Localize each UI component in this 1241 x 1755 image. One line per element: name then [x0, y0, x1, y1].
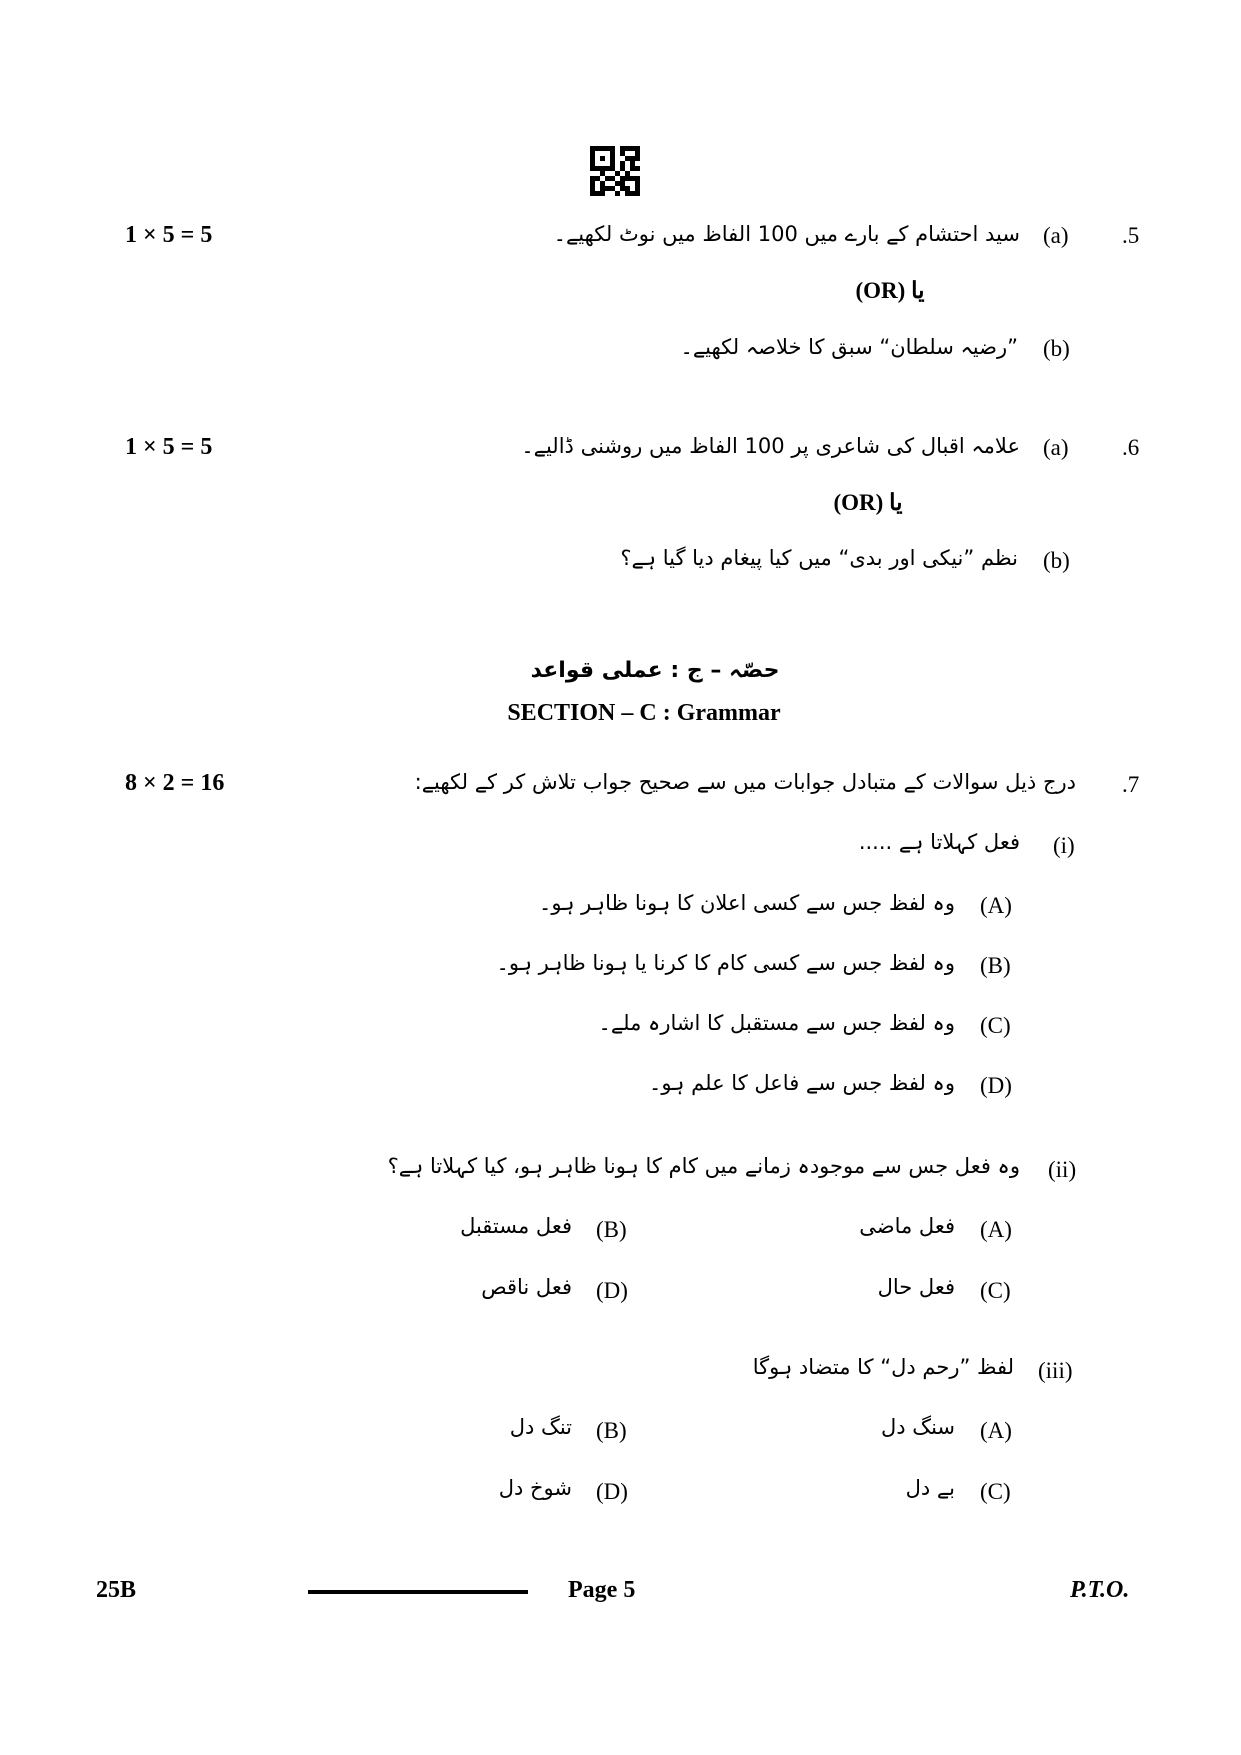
q7-i-option-c-label: (C) [980, 1013, 1011, 1038]
q7-ii-option-c-text: فعل حال [877, 1275, 955, 1299]
q7-ii-text: وہ فعل جس سے موجودہ زمانے میں کام کا ہونا ظاہر ہو، کیا کہلاتا ہے؟ [387, 1154, 1020, 1178]
q6-b-text: نظم ”نیکی اور بدی“ میں کیا پیغام دیا گیا ہے؟ [620, 546, 1018, 570]
q7-i-option-a-label: (A) [980, 893, 1012, 918]
q7-instruction: درج ذیل سوالات کے متبادل جوابات میں سے صحیح جواب تلاش کر کے لکھیے: [414, 770, 1076, 794]
q7-ii-option-a-label: (A) [980, 1217, 1012, 1242]
q7-ii-option-b-label: (B) [596, 1217, 627, 1242]
q5-or: یا (OR) [855, 278, 925, 303]
q7-iii-option-d-label: (D) [596, 1479, 628, 1504]
q7-i-option-a-text: وہ لفظ جس سے کسی اعلان کا ہونا ظاہر ہو۔ [539, 891, 955, 915]
q6-or: یا (OR) [833, 490, 903, 515]
q7-iii-option-b-text: تنگ دل [509, 1415, 572, 1439]
q7-i-label: (i) [1053, 833, 1075, 858]
q7-i-option-b-label: (B) [980, 953, 1011, 978]
section-urdu-title: حصّہ – ج : عملی قواعد [530, 658, 780, 683]
q6-a-text: علامہ اقبال کی شاعری پر 100 الفاظ میں روشنی ڈالیے۔ [521, 434, 1020, 458]
q5-marks: 1 × 5 = 5 [125, 222, 213, 248]
q7-i-text: فعل کہلاتا ہے ..... [858, 830, 1020, 854]
section-english-title: SECTION – C : Grammar [507, 700, 781, 726]
q7-ii-label: (ii) [1048, 1157, 1077, 1182]
q7-ii-option-d-label: (D) [596, 1278, 628, 1303]
q6-a-label: (a) [1043, 435, 1069, 460]
q7-iii-option-a-text: سنگ دل [880, 1415, 955, 1439]
q6-marks: 1 × 5 = 5 [125, 434, 213, 460]
q7-iii-text: لفظ ”رحم دل“ کا متضاد ہوگا [752, 1355, 1014, 1379]
q7-ii-option-d-text: فعل ناقص [481, 1275, 572, 1299]
q5-a-label: (a) [1043, 223, 1069, 248]
q7-ii-option-c-label: (C) [980, 1278, 1011, 1303]
qr-code [590, 146, 640, 196]
q6-number: .6 [1122, 435, 1140, 460]
q7-iii-option-d-text: شوخ دل [498, 1476, 572, 1500]
q7-iii-label: (iii) [1038, 1358, 1073, 1383]
q7-ii-option-b-text: فعل مستقبل [460, 1214, 572, 1238]
page-number: Page 5 [568, 1577, 636, 1603]
q7-ii-option-a-text: فعل ماضی [859, 1214, 955, 1238]
q7-iii-option-c-label: (C) [980, 1479, 1011, 1504]
q7-i-option-b-text: وہ لفظ جس سے کسی کام کا کرنا یا ہونا ظاہر ہو۔ [496, 951, 955, 975]
q5-number: .5 [1122, 223, 1140, 248]
q7-iii-option-b-label: (B) [596, 1418, 627, 1443]
q7-i-option-c-text: وہ لفظ جس سے مستقبل کا اشارہ ملے۔ [598, 1011, 955, 1035]
footer-rule [308, 1590, 528, 1594]
q6-b-label: (b) [1043, 548, 1070, 573]
q5-b-label: (b) [1043, 336, 1070, 361]
pto-label: P.T.O. [1070, 1577, 1130, 1603]
q7-i-option-d-text: وہ لفظ جس سے فاعل کا علم ہو۔ [649, 1071, 955, 1095]
paper-code: 25B [96, 1577, 137, 1603]
q5-b-text: ”رضیہ سلطان“ سبق کا خلاصہ لکھیے۔ [680, 335, 1018, 359]
q7-iii-option-a-label: (A) [980, 1418, 1012, 1443]
q7-i-option-d-label: (D) [980, 1073, 1012, 1098]
q7-iii-option-c-text: بے دل [905, 1476, 955, 1500]
q5-a-text: سید احتشام کے بارے میں 100 الفاظ میں نوٹ لکھیے۔ [553, 222, 1020, 246]
q7-marks: 8 × 2 = 16 [125, 770, 225, 796]
q7-number: .7 [1122, 772, 1140, 797]
